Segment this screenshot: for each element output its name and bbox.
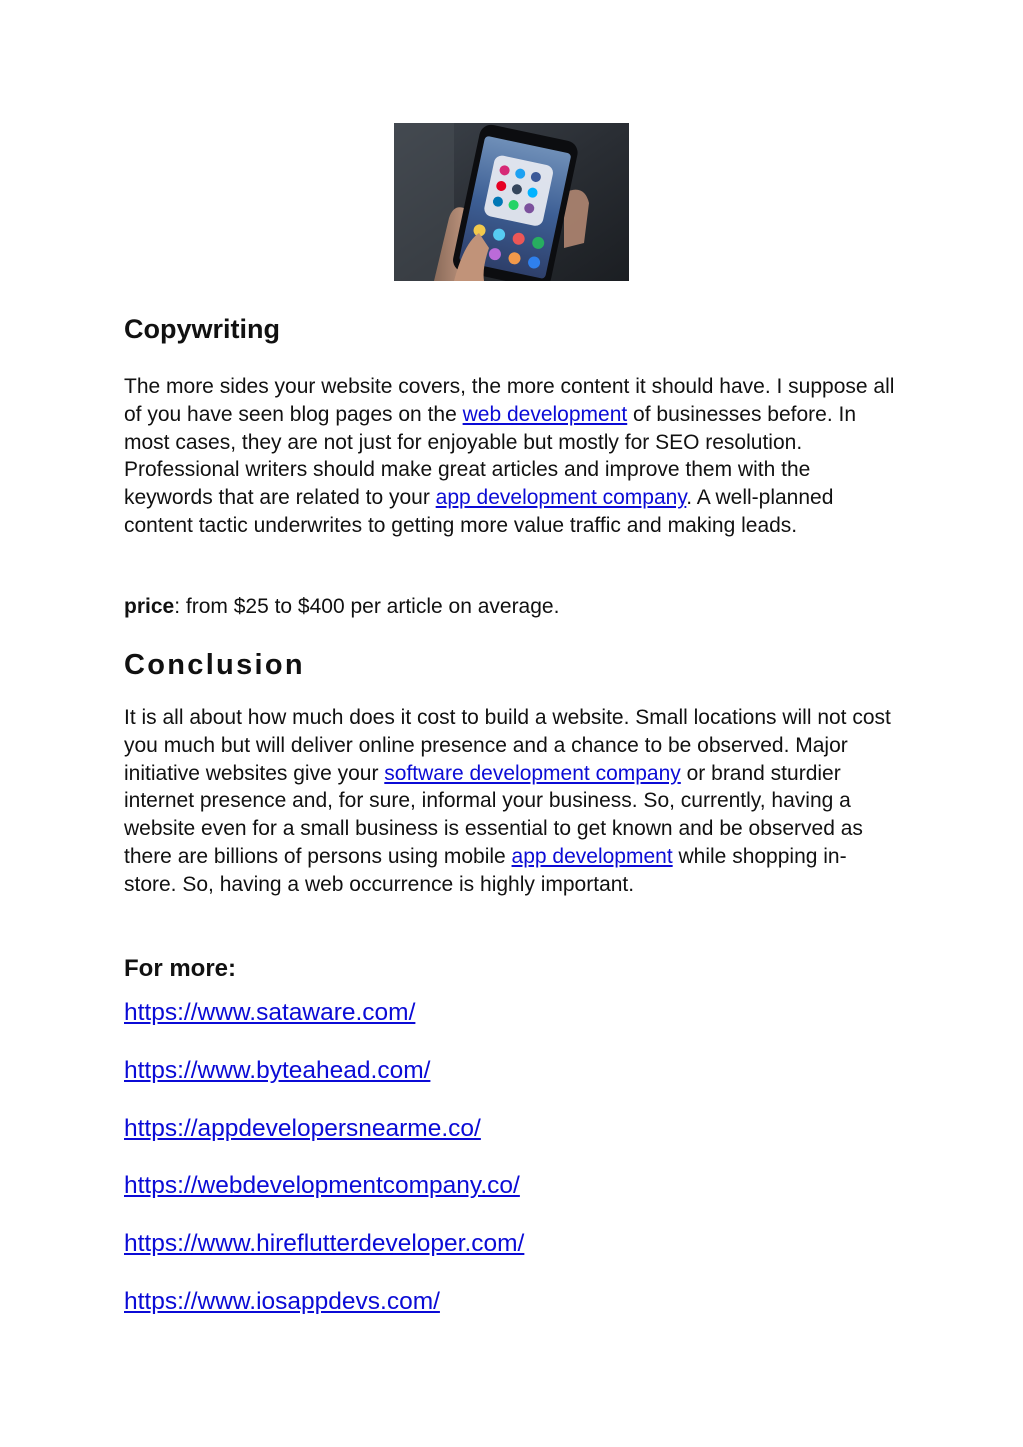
sataware-link[interactable]: https://www.sataware.com/: [124, 999, 416, 1026]
hireflutterdeveloper-link[interactable]: https://www.hireflutterdeveloper.com/: [124, 1230, 525, 1258]
phone-with-social-apps-icon: [394, 123, 629, 281]
phone-photo: [394, 123, 629, 281]
list-item: [124, 1113, 899, 1171]
paragraph-text: or brand sturdier internet presence and, for sure, informal your business. So, currently, having a website even for a small business is essential to get known and be observed as there are billions of persons using mobile: [124, 761, 863, 868]
app-development-company-link[interactable]: app development company: [435, 486, 687, 510]
webdevelopmentcompany-link[interactable]: https://webdevelopmentcompany.co/: [124, 1172, 520, 1200]
list-item: [124, 1055, 899, 1113]
list-item: [124, 1228, 899, 1286]
paragraph-text: while shopping in-store. So, having a web occurrence is highly important.: [124, 844, 847, 896]
price-line: [124, 593, 899, 621]
reference-links-list: [124, 997, 899, 1344]
list-item: [124, 997, 899, 1055]
copywriting-heading: Copywriting: [124, 314, 280, 344]
appdevelopersnearme-link[interactable]: https://appdevelopersnearme.co/: [124, 1114, 481, 1142]
iosappdevs-link[interactable]: https://www.iosappdevs.com/: [124, 1287, 440, 1315]
app-development-link[interactable]: app development: [511, 844, 673, 868]
paragraph-text: The more sides your website covers, the more content it should have. I suppose all of you have seen blog pages on the: [124, 375, 895, 426]
list-item: [124, 1286, 899, 1344]
paragraph-text: . A well-planned content tactic underwrites to getting more value traffic and making leads.: [124, 486, 834, 537]
for-more-heading: For more:: [124, 955, 237, 982]
copywriting-paragraph: [124, 373, 899, 540]
price-text: : from $25 to $400 per article on average.: [174, 595, 560, 618]
conclusion-paragraph: [124, 704, 899, 899]
conclusion-heading: Conclusion: [124, 649, 305, 681]
byteahead-link[interactable]: https://www.byteahead.com/: [124, 1056, 431, 1084]
price-label: price: [124, 595, 175, 618]
paragraph-text: of businesses before. In most cases, they are not just for enjoyable but mostly for SEO resolution. Professional writers should make great articles and improve them with the keywords that are related to your: [124, 402, 857, 510]
web-development-link[interactable]: web development: [462, 402, 628, 426]
paragraph-text: It is all about how much does it cost to build a website. Small locations will not cost you much but will deliver online presence and a chance to be observed. Major initiative websites give your: [124, 706, 891, 785]
software-development-company-link[interactable]: software development company: [384, 761, 681, 785]
list-item: [124, 1170, 899, 1228]
